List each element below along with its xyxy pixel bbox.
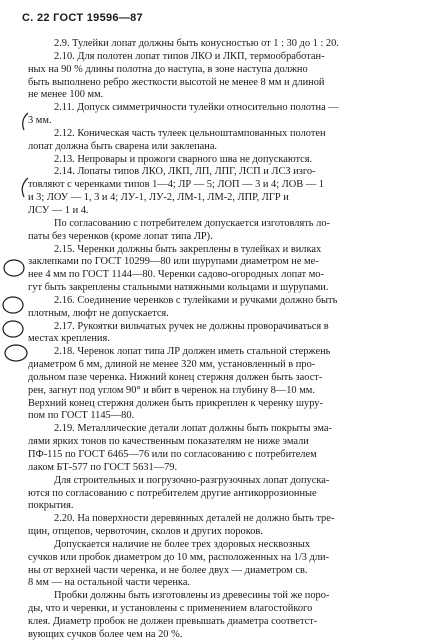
margin-circle-4	[5, 345, 27, 361]
text-line: плотным, люфт не допускается.	[28, 307, 169, 319]
text-line: вующих сучков более чем на 20 %.	[28, 628, 183, 640]
text-line: 2.13. Непровары и прожоги сварного шва не допускаются.	[54, 153, 313, 165]
text-line: 2.12. Коническая часть тулеек цельноштампованных полотен	[54, 127, 326, 139]
text-line: покрытия.	[28, 500, 74, 512]
text-line: нее 4 мм по ГОСТ 1144—80. Черенки садово-огородных лопат мо-	[28, 269, 324, 281]
margin-circle-1	[4, 260, 24, 276]
text-line: ды, что и черенки, и установлены с применением влагостойкого	[28, 603, 313, 615]
text-line: паты без черенков (кроме лопат типа ЛР).	[28, 230, 213, 242]
text-line: дольном пазе черенка. Нижний конец стержня должен быть заост-	[28, 371, 323, 383]
text-line: Пробки должны быть изготовлены из древесины той же поро-	[54, 590, 330, 602]
text-line: 2.11. Допуск симметричности тулейки относительно полотна —	[54, 102, 339, 114]
text-line: клея. Диаметр пробок не должен превышать диаметра соответст-	[28, 615, 318, 627]
text-line: щин, отщепов, червоточин, сколов и других пороков.	[28, 526, 263, 538]
text-line: ЛСУ — 1 и 4.	[28, 204, 89, 216]
margin-circle-3	[3, 321, 23, 337]
text-line: товляют с черенками типов 1—4; ЛР — 5; ЛОП — 3 и 4; ЛОВ — 1	[28, 179, 325, 191]
text-line: 8 мм — на остальной части черенка.	[28, 577, 191, 589]
text-line: диаметром 6 мм, длиной не менее 320 мм, установленный в про-	[28, 359, 316, 371]
text-line: 3 мм.	[28, 115, 52, 127]
text-line: 2.14. Лопаты типов ЛКО, ЛКП, ЛП, ЛПГ, ЛСП и ЛСЗ изго-	[54, 166, 316, 178]
text-line: Для строительных и погрузочно-разгрузочных лопат допуска-	[54, 474, 330, 486]
text-line: гут быть закреплены стальными натяжными кольцами и шурупами.	[28, 282, 329, 294]
margin-circle-2	[3, 297, 23, 313]
text-line: ются по согласованию с потребителем другие антикоррозионные	[28, 487, 317, 499]
text-line: 2.9. Тулейки лопат должны быть конусностью от 1 : 30 до 1 : 20.	[54, 38, 339, 49]
text-line: Верхний конец стержня должен быть прикреплен к черенку шуру-	[28, 397, 323, 409]
text-line: лопат должна быть сварена или заклепана.	[28, 140, 218, 152]
text-line: ных на 90 % длины полотна до наступа, в зоне наступа должно	[28, 63, 308, 75]
text-line: 2.16. Соединение черенков с тулейками и ручками должно быть	[54, 294, 338, 306]
text-line: 2.17. Рукоятки вильчатых ручек не должны проворачиваться в	[54, 320, 329, 332]
text-line: лями ярких тонов по качественным показателям не ниже эмали	[28, 436, 309, 448]
text-line: местах крепления.	[28, 333, 110, 345]
text-line: лаком БТ-577 по ГОСТ 5631—79.	[28, 461, 178, 473]
text-line: 2.20. На поверхности деревянных деталей не должно быть тре-	[54, 513, 335, 525]
text-line: и 3; ЛОУ — 1, 3 и 4; ЛУ-1, ЛУ-2, ЛМ-1, ЛМ-2, ЛПР, ЛГР и	[28, 192, 289, 204]
document-body	[28, 38, 412, 642]
text-line: рен, загнут под углом 90° и вбит в черенок на глубину 8—10 мм.	[28, 384, 315, 396]
text-line: сучков или пробок диаметром до 10 мм, расположенных на 1/3 дли-	[28, 551, 330, 563]
text-line: 2.18. Черенок лопат типа ЛР должен иметь стальной стержень	[54, 346, 331, 358]
text-line: ПФ-115 по ГОСТ 6465—76 или по согласованию с потребителем	[28, 449, 317, 460]
text-line: быть выполнено ребро жесткости высотой не менее 8 мм и длиной	[28, 76, 325, 88]
text-line: 2.15. Черенки должны быть закреплены в тулейках и вилках	[54, 243, 322, 255]
text-line: заклепками по ГОСТ 10299—80 или шурупами диаметром не ме-	[28, 256, 319, 268]
text-line: 2.19. Металлические детали лопат должны быть покрыты эма-	[54, 423, 332, 435]
text-line: Допускается наличие не более трех здоровых несквозных	[54, 538, 311, 550]
text-line: не менее 100 мм.	[28, 89, 104, 101]
text-line: ны от верхней части черенка, и не более двух — диаметром св.	[28, 564, 308, 576]
text-line: пом по ГОСТ 1145—80.	[28, 410, 135, 422]
text-line: 2.10. Для полотен лопат типов ЛКО и ЛКП, термообработан-	[54, 50, 325, 62]
page-header: С. 22 ГОСТ 19596—87	[22, 12, 143, 24]
text-line: По согласованию с потребителем допускается изготовлять ло-	[54, 217, 330, 229]
